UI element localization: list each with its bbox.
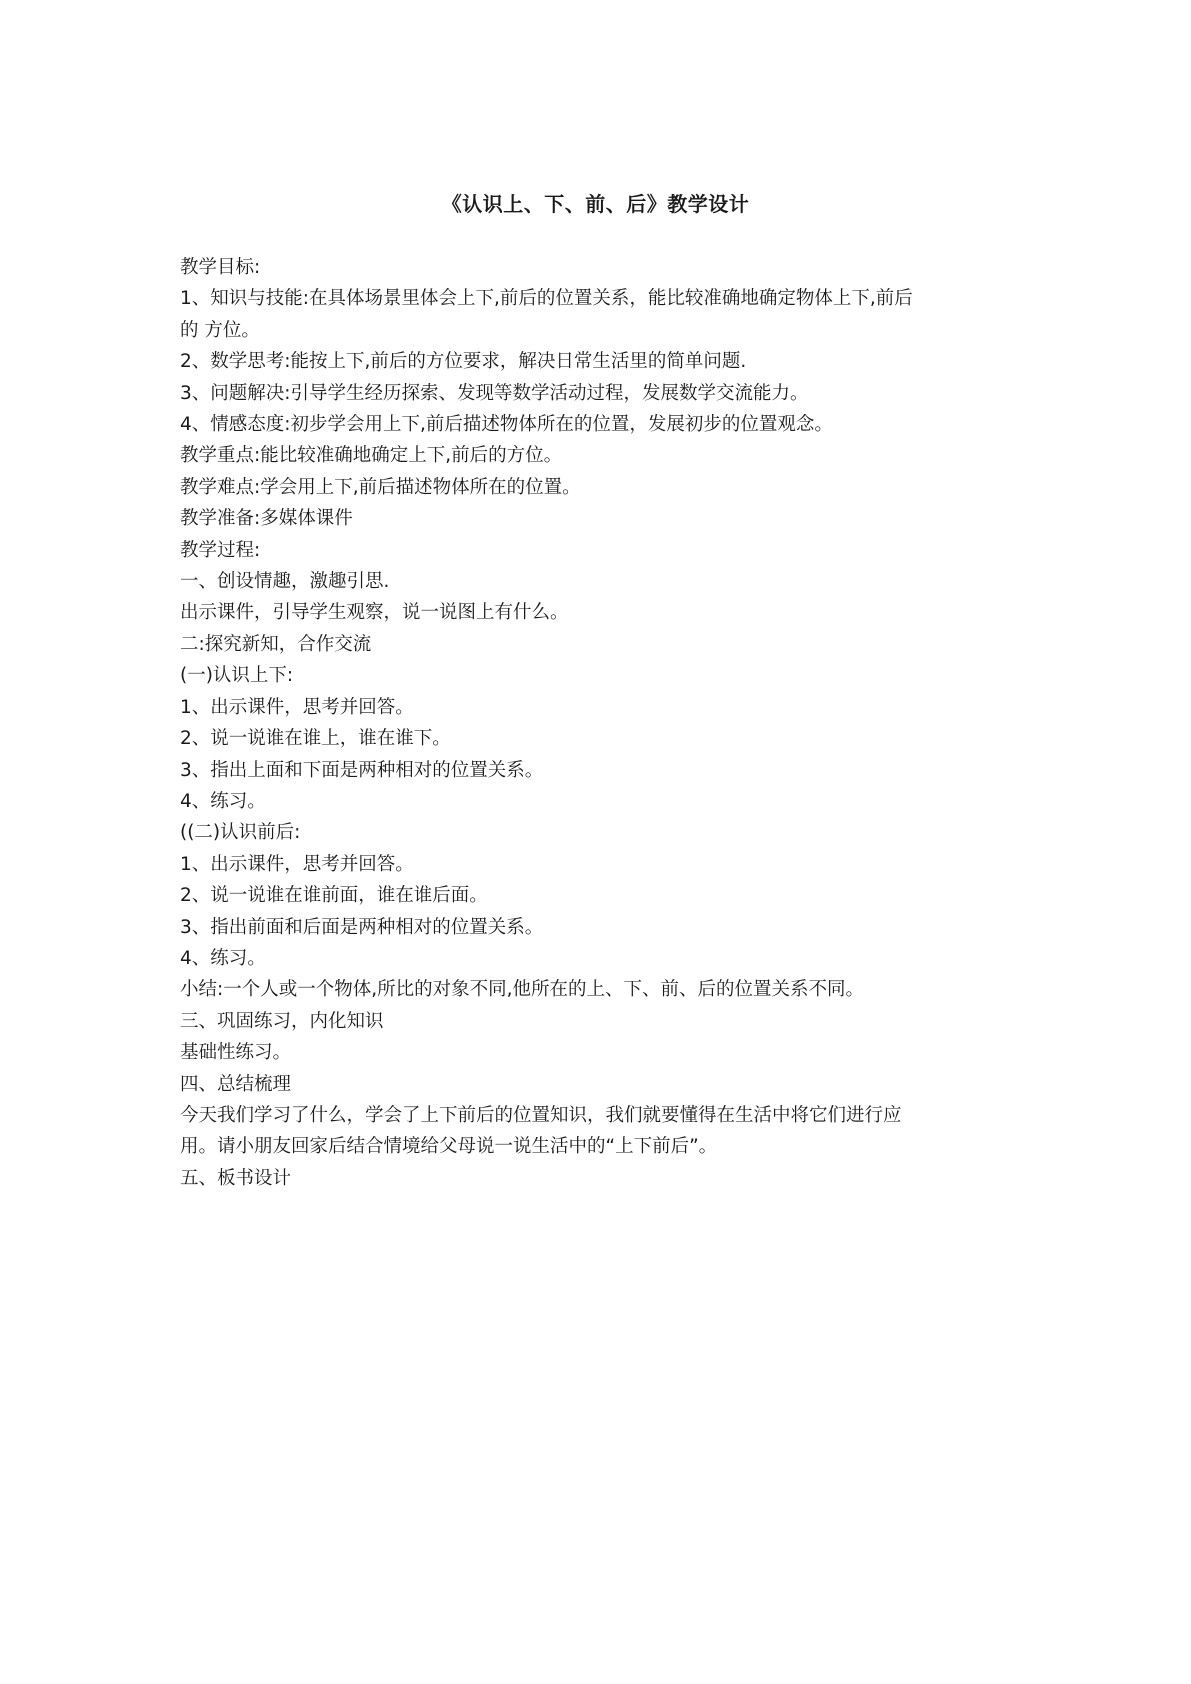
- difficult-point: 教学难点:学会用上下,前后描述物体所在的位置。: [180, 476, 581, 498]
- section-heading-process: 教学过程:: [180, 539, 261, 561]
- up-down-item-2: 2、说一说谁在谁上，谁在谁下。: [180, 728, 451, 750]
- up-down-item-1: 1、出示课件，思考并回答。: [180, 696, 414, 718]
- objective-1-line-2: 的 方位。: [180, 319, 260, 341]
- subsection-front-back: ((二)认识前后:: [180, 822, 301, 844]
- front-back-item-4: 4、练习。: [180, 947, 266, 969]
- step-3-text: 基础性练习。: [180, 1042, 292, 1064]
- front-back-item-2: 2、说一说谁在谁前面，谁在谁后面。: [180, 885, 488, 907]
- objective-4: 4、情感态度:初步学会用上下,前后描述物体所在的位置，发展初步的位置观念。: [180, 414, 833, 436]
- objective-2: 2、数学思考:能按上下,前后的方位要求，解决日常生活里的简单问题.: [180, 351, 747, 373]
- step-4-heading: 四、总结梳理: [180, 1073, 292, 1095]
- front-back-item-3: 3、指出前面和后面是两种相对的位置关系。: [180, 916, 544, 938]
- document-body: [180, 252, 1020, 1194]
- up-down-item-3: 3、指出上面和下面是两种相对的位置关系。: [180, 759, 544, 781]
- up-down-item-4: 4、练习。: [180, 790, 266, 812]
- step-1-heading: 一、创设情趣，激趣引思.: [180, 571, 390, 593]
- step-4-text-line-1: 今天我们学习了什么，学会了上下前后的位置知识，我们就要懂得在生活中将它们进行应: [180, 1104, 902, 1126]
- subsection-up-down: (一)认识上下:: [180, 665, 294, 687]
- summary-text: 小结:一个人或一个物体,所比的对象不同,他所在的上、下、前、后的位置关系不同。: [180, 979, 864, 1001]
- step-1-text: 出示课件，引导学生观察，说一说图上有什么。: [180, 602, 569, 624]
- step-3-heading: 三、巩固练习，内化知识: [180, 1010, 384, 1032]
- objective-3: 3、问题解决:引导学生经历探索、发现等数学活动过程，发展数学交流能力。: [180, 382, 809, 404]
- step-4-text-line-2: 用。请小朋友回家后结合情境给父母说一说生活中的“上下前后”。: [180, 1136, 718, 1158]
- objective-1-line-1: 1、知识与技能:在具体场景里体会上下,前后的位置关系，能比较准确地确定物体上下,前后: [180, 288, 913, 310]
- document-title: 《认识上、下、前、后》教学设计: [441, 192, 750, 216]
- front-back-item-1: 1、出示课件，思考并回答。: [180, 853, 414, 875]
- teaching-preparation: 教学准备:多媒体课件: [180, 508, 353, 530]
- section-heading-objectives: 教学目标:: [180, 257, 261, 278]
- key-point: 教学重点:能比较准确地确定上下,前后的方位。: [180, 445, 563, 467]
- step-5-heading: 五、板书设计: [180, 1167, 292, 1189]
- step-2-heading: 二:探究新知，合作交流: [180, 633, 372, 655]
